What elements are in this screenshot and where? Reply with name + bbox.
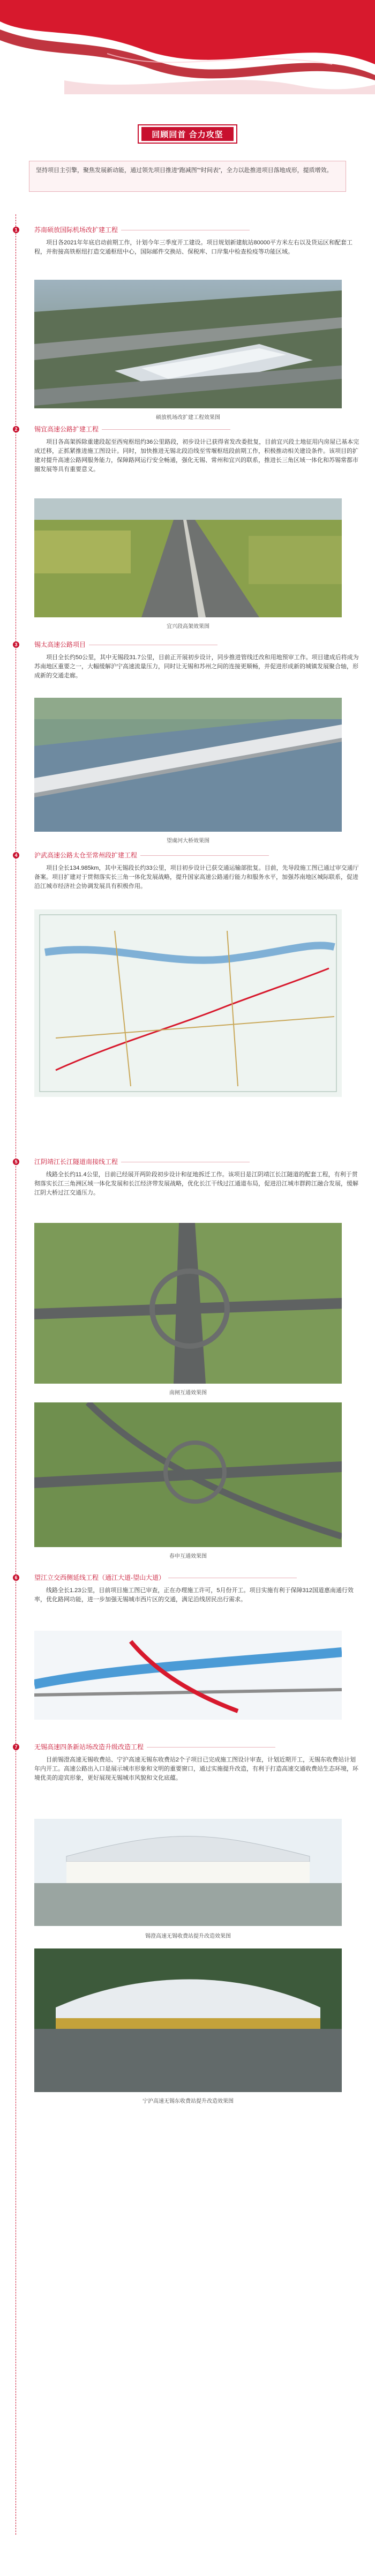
toll-station-rendering-1 <box>34 1819 342 1926</box>
section-title <box>34 850 269 860</box>
section-number: 3 <box>13 641 19 648</box>
figure-caption: 宜兴段高架效果图 <box>167 624 209 630</box>
banner-decoration <box>0 0 375 94</box>
intro-paragraph: 坚持项目主引擎，聚焦发展新动能，通过领先项目推进“跑减图”“时间表”，全力以赴推进项目落地成形，提质增效。 <box>29 161 346 192</box>
figure-caption: 春申互通效果图 <box>169 1554 207 1559</box>
figure-caption: 望虞河大桥效果图 <box>167 838 209 844</box>
section-body: 项目全长约50公里，其中无锡段31.7公里，目前正开展初步设计，同步推进管线迁改和用地预审工作。项目建成后将成为苏南地区重要之一，大幅缓解沪宁高速流量压力，同时让无锡和苏州之间的连接更顺畅，并促进形成新的城镇发展聚合轴，形成新的交通走廊。 <box>34 654 359 679</box>
route-map <box>34 909 342 1097</box>
interchange-rendering-2 <box>34 1402 342 1547</box>
section-title-text: 无锡高速四条新站场改造升级改造工程 <box>34 1743 144 1751</box>
toll-station-rendering-2 <box>34 1948 342 2092</box>
section-number: 1 <box>13 227 19 233</box>
section-title-text: 锡太高速公路项目 <box>34 641 86 648</box>
highway-rendering <box>34 498 342 617</box>
section-title <box>34 1742 275 1751</box>
section-body: 线路全长约11.4公里，目前已经展开两阶段初步设计和征地拆迁工作。该项目是江阴靖江长江隧道的配套工程，有利于贯彻落实长江三角洲区域一体化发展和长江经济带发展战略，优化长江干线过江通道布局，促进沿江城市群跨江融合发展，缓解江阴大桥过江交通压力。 <box>34 1171 358 1196</box>
section-title-text: 江阴靖江长江隧道南接线工程 <box>34 1158 118 1166</box>
figure-caption: 宁沪高速无锡东收费站提升改造效果图 <box>142 2099 234 2104</box>
bridge-rendering <box>34 698 342 832</box>
section-title <box>34 640 218 649</box>
figure-caption: 硕放机场改扩建工程效果图 <box>156 415 220 421</box>
section-title-text: 望江立交西侧延线工程（通江大道-望山大道） <box>34 1574 165 1581</box>
section-title-frame <box>138 124 237 144</box>
section-number: 7 <box>13 1744 19 1750</box>
section-body: 项目全长134.985km，其中无锡段长约33公里，项目初步设计已获交通运输部批复。目前，先导段施工图已通过审交通厅备案。项目扩建对于贯彻落实长三角一体化发展战略，提升国家高速公路通行能力和服务水平，加强苏南地区城际联系，促进沿江城市经济社会协调发展具有积极作用。 <box>34 865 359 890</box>
section-body: 目前锡澄高速无锡收费站、宁沪高速无锡东收费站2个子项目已完成施工图设计审查，计划近期开工，无锡东收费站计划年内开工。高速公路出入口是展示城市形象和文明的重要窗口，通过实施提升改造，有利于打造高速交通收费站生态环境，环境优美的迎宾形象，更好展现无锡城市风貌和文化底蕴。 <box>34 1757 358 1781</box>
header-banner <box>0 0 375 94</box>
section-title <box>34 225 250 234</box>
section-title-text: 锡宜高速公路扩建工程 <box>34 425 99 433</box>
section-number: 5 <box>13 1159 19 1165</box>
section-body: 项目各高架拆除重建段起至西宛枢纽约36公里路段，初步设计已获得省发改委批复，目前宜兴段土地征用内房屋已基本完成迁移，正抓紧推进施工图设计。同时，加快推进无锡北段沿线至雪堰枢纽段前期工作，积极推动相关建设条件。该项目的扩建对提升高速公路网服务能力，保障路网运行安全畅通，强化无锡、常州和宜兴的联系，推进长三角区域一体化和苏锡常都市圈发展等具有重要意义。 <box>34 439 359 473</box>
section-title <box>34 1573 297 1582</box>
section-title-text: 沪武高速公路太仓至常州段扩建工程 <box>34 852 138 859</box>
section-title <box>34 1157 250 1166</box>
section-body: 项目各2021年年底启动前期工作，计划今年三季度开工建设。项目规划新建航站80000平方米左右以及货运区和配套工程，并衔接高铁枢纽打造交通枢纽中心，国际邮件交换站、保税库、口岸集中检查检疫等功能区域。 <box>34 240 353 255</box>
airport-rendering <box>34 280 342 408</box>
section-number: 4 <box>13 852 19 858</box>
section-number: 6 <box>13 1574 19 1581</box>
figure-caption: 南闸互通效果图 <box>169 1390 207 1396</box>
section-body: 线路全长1.23公里，目前项目施工图已审查，正在办理施工许可，5月份开工。项目实施有利于保障312国道惠南通行效率，优化路网功能，进一步加强无锡城市西片区的交通，满足沿线居民出行需求。 <box>34 1587 354 1603</box>
page-title: 回顾回首 合力攻坚 <box>141 127 234 141</box>
overpass-diagram <box>34 1631 342 1720</box>
section-number: 2 <box>13 426 19 432</box>
section-title-text: 苏南硕放国际机场改扩建工程 <box>34 226 118 234</box>
timeline-line <box>16 214 17 2535</box>
interchange-rendering-1 <box>34 1223 342 1384</box>
figure-caption: 锡澄高速无锡收费站提升改造效果图 <box>145 1933 231 1939</box>
section-title <box>34 424 230 434</box>
